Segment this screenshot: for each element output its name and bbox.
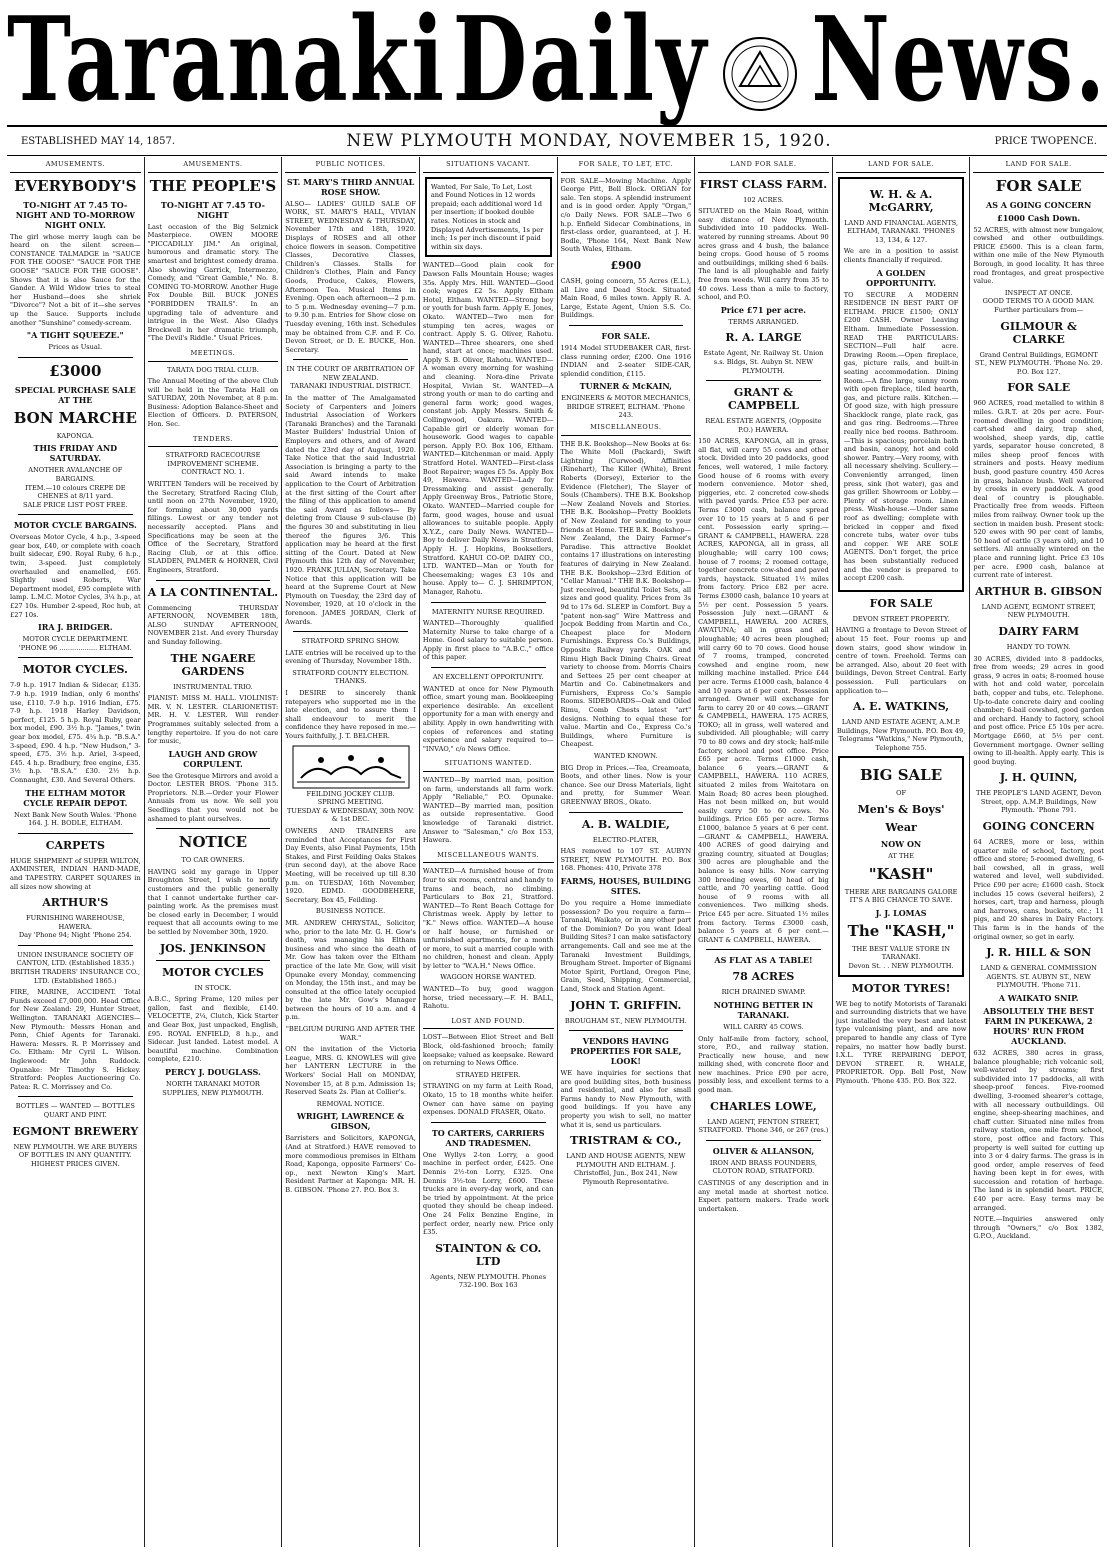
ad-text: FURNISHING WAREHOUSE, HAWERA. <box>26 914 125 931</box>
ad-body: 632 ACRES, 380 acres in grass, balance ploughable; rich volcanic soil, well-watered by streams; first subdivided into 17 paddocks, all with sheep-proof fences. Five-roomed dwelling, 3-roomed shearer's cottage, with all necessary outbuildings. Oil engine, sheep-shearing machines, and chaff cutter. Situated nine miles from railway station, one mile from school, store, post office and factory. This property is well suited for cutting up into 3 or 4 dairy farms. The grass is in good order, ample reserves of feed having been kept in for ewes, with succession and rotation of herbage. The land is in splendid heart. PRICE, £40 per acre. Easy terms may be arranged. <box>973 1048 1104 1212</box>
ad-subtitle: WRIGHT, LAWRENCE & GIBSON, <box>296 1111 405 1132</box>
ad-title: GILMOUR & CLARKE <box>1000 319 1077 346</box>
ad-subtitle: A WAIKATO SNIP. <box>998 992 1079 1003</box>
ad-text: HANDY TO TOWN. <box>1006 642 1071 651</box>
columns <box>7 157 1107 1547</box>
section-header: MISCELLANEOUS. <box>561 420 692 436</box>
section-header: TENDERS. <box>148 432 279 448</box>
ad-text: THANKS. <box>334 677 367 686</box>
ad-title: ARTHUR'S <box>42 896 109 910</box>
ad-text: OF <box>896 789 907 798</box>
ad-title: A. B. WALDIE, <box>581 817 670 831</box>
ad-title: W. H. & A. McGARRY, <box>868 187 934 214</box>
ad-text: 102 ACRES. <box>743 195 784 204</box>
ad-text: STRATFORD RACECOURSE IMPROVEMENT SCHEME. <box>165 451 261 468</box>
ad-body: 1914 Model STUDEBAKER CAR, first-class running order, £200. One 1916 INDIAN and 2-seater SIDE-CAR, splendid condition, £115. <box>560 343 692 378</box>
ad-body: 7-9 h.p. 1917 Indian & Sidecar, £135. 7-9 h.p. 1919 Indian, only 6 months' use, £110. 7-9 h.p. 1916 Indian, £75. 7-9 h.p. 1918 Harley Davidson, perfect, £125. 5 h.p. Royal Ruby, gear box model, £90. 3½ h.p. "James," twin gear box model, £75. 4¼ h.p. "B.S.A." 3-speed, £90. 4 h.p. "New Hudson," 3-speed, £75. 3½ h.p. Ariel, 3-speed, £45. 4 h.p. Bradbury, free engine, £35. 3½ h.p. "B.S.A." £30. 2½ h.p. Connaught, £30. And Several Others. <box>10 681 141 784</box>
ad-body: See the Grotesque Mirrors and avoid a Doctor. LESTER BROS. 'Phone 315. Proprietors. N.B.—Order your Flower Annuals from us now. We sell you Seedlings that you would not be ashamed to plant ourselves. <box>147 771 279 823</box>
ad-text: REAL ESTATE AGENTS, (Opposite P.O.) HAWERA. <box>705 417 822 434</box>
ad-body: Last occasion of the Big Selznick Masterpiece. OWEN MOORE "PICCADILLY JIM." An original, humorous and dramatic story. The smartest and brightest comedy drama. Also showing Garrick, Intermezzo, Comedy, and "Great Gamble," No. 8. COMING TO-MORROW. Another Huge Fox Double Bill. BUCK JONES "FORBIDDEN TRAILS". In an upgrading tale of adventure and intrigue in the West. Also Gladys Brockwell in her dramatic triumph, "The Devil's Riddle." Usual Prices. <box>147 222 279 343</box>
ad-text: IN STOCK. <box>194 983 232 992</box>
ad-text: INSPECT AT ONCE. <box>1004 288 1073 297</box>
ad-body: HAS removed to 107 ST. AUBYN STREET, NEW PLYMOUTH. P.O. Box 168. Phones: 410, Private 378 <box>560 847 692 873</box>
ad-text: LAND AND ESTATE AGENT, A.M.P. Buildings, New Plymouth. P.O. Box 49, Telegrams "Watkins," New Plymouth, Telephone 755. <box>836 718 966 752</box>
newspaper-page <box>7 0 1107 1547</box>
ad-title: 78 ACRES <box>732 970 795 984</box>
ad-text: Day 'Phone 94; Night 'Phone 254. <box>18 931 132 940</box>
ad-title: "KASH" <box>868 864 934 883</box>
ad-title: MOTOR TYRES! <box>851 981 951 995</box>
ad-title: FIRST CLASS FARM. <box>699 177 828 191</box>
divider <box>293 359 408 360</box>
ad-text: IRON AND BRASS FOUNDERS, CLOTON ROAD, STRATFORD. <box>709 1158 817 1176</box>
ad-body: In the matter of The Amalgamated Society of Carpenters and Joiners Industrial Association of Workers (Taranaki Branches) and the Taranaki Master Builders' Industrial Union of Employers and others, and of Award dated the 23rd day of August, 1920. Take Notice that the said Industrial Association is bringing a party to the said Award intends to make application to the Court of Arbitration at the first sitting of the Court after the filing of this application to amend the said Award as follows— By deleting from Clause 9 sub-clause (b) the figures 30 and substituting in lieu thereof the figures 3/6. This application may be heard at the first sitting of the Court. Dated at New Plymouth this 12th day of November, 1920. FRANK JULIAN, Secretary. Take Notice that this application will be heard at the Supreme Court at New Plymouth on Tuesday, the 23rd day of November, 1920, at 10 o'clock in the forenoon. JAMES JORDAN, Clerk of Awards. <box>285 394 416 626</box>
column-5 <box>558 157 696 1547</box>
masthead-word-news: News. <box>811 0 1107 129</box>
column-3 <box>282 157 420 1547</box>
column-header: LAND FOR SALE. <box>836 157 967 173</box>
ad-text: DEVON STREET PROPERTY. <box>852 614 950 623</box>
ad-text: TO CAR OWNERS. <box>181 856 245 865</box>
ad-subtitle: "A TIGHT SQUEEZE." <box>26 330 124 341</box>
ad-text: TUESDAY & WEDNESDAY, 30th NOV. & 1st DEC. <box>287 806 415 824</box>
ad-body: 64 ACRES, more or less, within quarter mile of school, factory, post office and store; 5-roomed dwelling, 6-bail cowshed, all in grass, well watered and level, well subdivided. Price £90 per acre; £1600 cash. Stock includes 15 cows (several heifers), 2 horses, cart, trap and harness, plough and harrows, cans, buckets, etc.; 11 pigs, and 20 shares in Dairy Factory. This farm is in the hands of the original owner, so get in early. <box>973 838 1104 941</box>
divider <box>18 1096 133 1097</box>
divider <box>156 580 271 581</box>
ad-text: REMOVAL NOTICE. <box>316 1099 385 1108</box>
dateline-bar <box>7 125 1107 156</box>
ad-title: Men's & Boys' <box>857 803 945 817</box>
ad-text: Next Bank New South Wales. 'Phone 164. J. H. BODLE, ELTHAM. <box>13 810 137 828</box>
section-header: MEETINGS. <box>148 346 279 362</box>
ad-text: STRATFORD COUNTY ELECTION. <box>292 668 409 677</box>
ad-title: The "KASH," <box>847 921 955 940</box>
ad-body: SITUATED on the Main Road, within easy distance of New Plymouth. Subdivided into 10 paddocks. Well-watered by running streams. About 90 acres grass and 4 bush, the balance being crops. Good house of 5 rooms and outbuildings, milking shed 6 bails. The land is all ploughable and fairly free from weeds. Will carry from 35 to 40 cows. Less than a mile to factory, school, and P.O. <box>698 207 829 302</box>
ad-subtitle: £1000 Cash Down. <box>997 212 1081 223</box>
ad-text: STRATFORD SPRING SHOW. <box>301 637 400 646</box>
ad-subtitle: TO CARTERS, CARRIERS AND TRADESMEN. <box>431 1127 545 1148</box>
ad-subtitle: THIS FRIDAY AND SATURDAY. <box>33 443 118 464</box>
ad-body: THE B.K. Bookshop—New Books at 6s: The White Moll (Packard), Swift Lightning (Curwood), Affinities (Rinehart), The Killer (White), Brent Roberts (Dorsey), Exterior to the Evidence (Fletcher), The Slayer of Souls (Chambers). THE B.K. Bookshop—New Zealand Novels and Stories. THE B.K. Bookshop—Pretty Booklets of New Zealand for sending to your friends at Home. THE B.K. Bookshop—New Zealand, the Dairy Farmer's Paradise. This attractive Booklet contains 17 illustrations on interesting features of dairying in New Zealand. THE B.K. Bookshop—23rd Edition of "Cellar Manual." THE B.K. Bookshop—Just received, beautiful Toilet Sets, all sizes and good quality. Prices from 3s 9d to 17s 6d. SLEEP in Comfort. Buy a "patent non-sag" Wire Mattress and Jocpok Bedding from Martin and Co., Cheapest place for Modern Furnishings. Express Co.'s Buildings, Opposite Railway yards. OAK and Rimu High Back Dining Chairs. Great variety to choose from. Morris Chairs and Settees 25 per cent cheaper at Martin and Co. Cabinetmakers and Furnishers, Express Co.'s Sample Rooms. SIDEBOARDS—Oak and Oiled Rimu, Comb Chests latest "art" designs. Nothing to equal these for value. Martin and Co., Express Co.'s Buildings, where Furniture is Cheapest. <box>560 439 692 749</box>
ad-body: FIRE, MARINE, ACCIDENT. Total Funds exceed £7,000,000. Head Office for New Zealand: 29, Hunter Street, Wellington. TARANAKI AGENCIES— New Plymouth: Messrs Honan and Penn, Chief Agents for Taranaki. Hawera: Messrs. R. P. Morrissey and Co. Eltham: Mr Cyril L. Wilson. Inglewood: Mr John Ruddock. Opunake: Mr Timothy S. Hickey. Stratford: Peoples Auctioneering Co. Patea: R. C. Morrissey and Co. <box>10 988 141 1091</box>
ad-body: Barristers and Solicitors, KAPONGA, (And at Stratford.) HAVE removed to more commodious premises in Eltham Road, Kaponga, opposite Farmers' Co-op., next Newton King's Mart. Resident Partner at Kaponga: MR. H. B. GIBSON. 'Phone 27. P.O. Box 3. <box>285 1134 416 1194</box>
ad-title: CARPETS <box>45 838 105 852</box>
ad-text: Estate Agent, Nr. Railway St. Union s.s. Bldgs, St. Aubyn St. NEW PLYMOUTH. <box>703 349 824 375</box>
masthead-crest-icon <box>715 29 805 119</box>
ad-body: CASH, going concern, 55 Acres (E.L.), all Live and Dead Stock. Situated Main Road, 6 miles town. Apply R. A. Large, Estate Agent, Union S.S. Co. Buildings. <box>560 276 692 320</box>
divider <box>18 514 133 515</box>
ad-text: Agents, NEW PLYMOUTH. Phones 732-190. Box 163 <box>430 1272 547 1290</box>
ad-subtitle: TURNER & McKAIN, <box>579 381 672 392</box>
divider <box>293 631 408 632</box>
column-header: AMUSEMENTS. <box>148 157 279 173</box>
ad-place: KAPONGA. <box>56 431 94 440</box>
ad-text: WANTED KNOWN. <box>593 752 658 761</box>
ad-subtitle: SPECIAL PURCHASE SALE AT THE <box>14 384 136 405</box>
ad-title: GRANT & CAMPBELL <box>727 386 799 413</box>
divider <box>706 949 821 950</box>
ad-text: NEW PLYMOUTH. WE ARE BUYERS OF BOTTLES IN ANY QUANTITY. HIGHEST PRICES GIVEN. <box>13 1142 138 1168</box>
ad-subtitle: AS FLAT AS A TABLE! <box>714 955 813 966</box>
ad-text: THE PEOPLE'S LAND AGENT, Devon Street, opp. A.M.P. Buildings, New Plymouth. 'Phone 791. <box>975 789 1102 815</box>
ad-body: WRITTEN Tenders will be received by the Secretary, Stratford Racing Club, until noon on 27th November, 1920, for forming about 30,000 yards fillings. Lowest or any tender not necessarily accepted. Plans and Specifications may be seen at the Office of the Secretary, Stratford Racing Club, or at this office. SLADDEN, PALMER & HORNER, Civil Engineers, Stratford. <box>147 480 279 574</box>
ad-title: CHARLES LOWE, <box>710 1099 817 1113</box>
ad-text: Devon St. . . NEW PLYMOUTH. <box>848 962 954 971</box>
ad-text: Further particulars from— <box>994 305 1084 314</box>
column-header: LAND FOR SALE. <box>973 157 1104 173</box>
rates-box: Wanted, For Sale, To Let, Lost and Found Notices in 12 words prepaid; each additional word 1d per insertion; if booked double rates. Notices in stock and Displayed Advertisements, 1s per inch; 1s per inch discount if paid within six days. <box>425 177 552 258</box>
ad-text: Grand Central Buildings, EGMONT ST., NEW PLYMOUTH. 'Phone No. 29. P.O. Box 127. <box>974 350 1103 376</box>
ad-body: LOST—Between Eliot Street and Bell Block, old-fashioned brooch; family keepsake; valued as keepsake. Reward on returning to News Office. <box>422 1033 554 1068</box>
ad-text: LAND AND FINANCIAL AGENTS, ELTHAM, TARANAKI. 'PHONES 13, 134, & 127. <box>844 218 959 244</box>
ad-title: A. E. WATKINS, <box>852 700 950 714</box>
ad-title: THE NGAERE GARDENS <box>170 651 256 678</box>
ad-body: BIG Drop in Prices.—Tea, Creamoata, Boots, and other lines. Now is your chance. See our Dress Materials, light and pretty, for Summer Wear. GREENWAY BROS., Okato. <box>560 763 692 806</box>
ad-body: 150 ACRES, KAPONGA, all in grass, all flat, will carry 55 cows and other stock. Divided into 20 paddocks, good fences, well watered, 1 mile factory. Good house of 6 rooms with every modern convenience. Motor shed, piggeries, etc. 2 concreted cow-sheds with paved yards. Price £53 per acre. Terms £3000 cash, balance spread over 10 to 15 years at 5 and 6 per cent. Possession early spring.—GRANT & CAMPBELL, HAWERA. 228 ACRES, KAPONGA, all in grass, all ploughable; will carry 100 cows; house of 7 rooms; 2 roomed cottage, together concrete cow-shed and paved yards, haystack. Situated 1½ miles from factory. Price £82 per acre. Terms £3000 cash, balance 10 years at 5½ per cent. Possession 5 years. Possession July next.—GRANT & CAMPBELL, HAWERA. 200 ACRES, AWATUNA; all in grass and all ploughable; 40 acres been ploughed; will carry 60 to 70 cows. Good house of 7 rooms, tramped, concreted cowshed and engine room, new milking machine installed. Price £44 per acre. Terms £1000 cash, balance 4 and 10 years at 6 per cent. Possession arranged. Owner will exchange for farm to carry 20 or 40 cows.—GRANT & CAMPBELL, HAWERA. 175 ACRES, TOKO; all in grass, well watered and subdivided. All ploughable; will carry 70 to 80 cows and dry stock; half-mile factory, school and post office. Price £65 per acre. Terms £1000 cash, balance 6 years.—GRANT & CAMPBELL, HAWERA. 110 ACRES, situated 2 miles from Waitotara on Main Road; 80 acres been ploughed. Has not been milked on, but would easily carry 50 to 60 cows. No buildings. Price £65 per acre. Terms £1000, balance 5 years at 6 per cent.—GRANT & CAMPBELL, HAWERA. 400 ACRES of good dairying and grazing country, situated at Douglas; 300 acres are ploughable and the balance is easy hills. Now carrying 300 breeding ewes, 60 head of big cattle, and 70 yearling cattle. Good house of 9 rooms with all conveniences. Two milking sheds. Price £45 per acre. Situated 1½ miles from factory. Terms £3000 cash, balance 5 years at 6 per cent.—GRANT & CAMPBELL, HAWERA. <box>698 437 829 944</box>
ad-text: MOTOR CYCLE DEPARTMENT. 'PHONE 96 .................. ELTHAM. <box>18 635 132 652</box>
ad-body: WANTED—To buy, good waggon horse, tried necessary.—F. H. BALL, Rahotu. <box>422 985 554 1011</box>
divider <box>569 812 684 813</box>
ad-text: CONTRACT NO. 1. <box>181 468 245 477</box>
column-header: FOR SALE, TO LET, ETC. <box>561 157 692 173</box>
divider <box>18 357 133 358</box>
ad-body: HAVING a frontage to Devon Street of about 15 feet. Four rooms up and down stairs, good show window in centre of town. Freehold. Terms can be arranged. Also, about 20 feet with buildings, Devon Street Central. Early possession. Full particulars on application to— <box>835 626 967 695</box>
ad-title: BIG SALE <box>859 766 943 785</box>
ad-text: SPRING MEETING. <box>317 798 384 807</box>
ad-subtitle: J. J. LOMAS <box>875 907 927 918</box>
ad-subtitle: IRA J. BRIDGER. <box>38 622 113 633</box>
ad-text: ANOTHER AVALANCHE OF BARGAINS. <box>28 466 123 483</box>
divider <box>431 1122 546 1123</box>
column-2 <box>145 157 283 1547</box>
ad-body: Commencing THURSDAY AFTERNOON, NOVEMBER 18th, ALSO SUNDAY AFTERNOON, NOVEMBER 21st. And every Thursday and Sunday following. <box>147 603 279 646</box>
ad-body: The Annual Meeting of the above Club will be held in the Tarata Hall on SATURDAY, 20th November, at 8 p.m. Business: Adoption Balance-Sheet and Election of Officers. D. PATERSON, Hon. Sec. <box>147 377 279 429</box>
ad-body: FOR SALE—Mowing Machine. Apply George Pitt, Bell Block. ORGAN for sale. Ten stops. A splendid instrument and is in good order. Apply "Organ," c/o Daily News. FOR SALE—Two 6 h.p. Enfield Sidecar Combinations, in first-class order, guaranteed, at J. H. Bodle, 'Phone 164, Next Bank New South Wales, Eltham. <box>560 176 692 254</box>
ad-title: J. R. HILL & SON <box>986 946 1092 960</box>
ad-text: STRAYED HEIFER. <box>455 1070 521 1079</box>
column-header: LAND FOR SALE. <box>698 157 829 173</box>
ad-body: A.B.C., Spring Frame, 120 miles per gallon, fast and flexible, £140. VELOCETTE, 2¼, Clutch, Kick Starter and Gear Box, just unpacked, English, £95. ROYAL ENFIELD, 8 h.p., and Sidecar. Just landed. Latest model. A beautiful machine. Combination complete, £210. <box>147 995 279 1064</box>
ad-title: R. A. LARGE <box>725 331 802 345</box>
ad-text: NORTH TARANAKI MOTOR SUPPLIES, NEW PLYMOUTH. <box>162 1079 264 1097</box>
ad-text: SALE PRICE LIST POST FREE. <box>22 500 128 509</box>
ad-title: ARTHUR B. GIBSON <box>975 584 1103 598</box>
divider <box>156 828 271 829</box>
ad-title: STAINTON & CO. LTD <box>435 1241 542 1268</box>
ad-text: RICH DRAINED SWAMP. <box>721 988 806 997</box>
ad-body: WE beg to notify Motorists of Taranaki and surrounding districts that we have just installed the very best and latest type vulcanising plant, and are now prepared to handle any class of Tyre repairs, no matter how badly burst. I.X.L. TYRE REPAIRING DEPOT, DEVON STREET. R. WHALE, PROPRIETOR. Opp. Bell Post, New Plymouth. 'Phone 435. P.O. Box 322. <box>835 999 967 1085</box>
ad-note: Prices as Usual. <box>48 343 103 352</box>
ad-body: OWNERS AND TRAINERS are reminded that Acceptances for First Day Events, also Final Payments, 15th Stakes, and First Feilding Oaks Stakes (run second day), at the above Race Meeting, will be received up till 8.30 p.m. on TUESDAY, 16th November, 1920. EDMD. GOODBEHERE, Secretary, Box 45, Feilding. <box>285 827 416 904</box>
ad-body: One Wyllys 2-ton Lorry, a good machine in perfect order, £425. One Dennis 2½-ton Lorry, £325. One Dennis 3½-ton Lorry, £600. These trucks are in every-day work, and can be tried by appointment. At the price quoted they should be cheap indeed. One 24 Felix Benzine Engine, in perfect order, nearly new. Price only £35. <box>422 1150 554 1237</box>
ad-subtitle: NOW ON <box>880 839 922 850</box>
ad-text: ELECTRO-PLATER, <box>592 835 659 844</box>
ad-body: Overseas Motor Cycle, 4 h.p., 3-speed gear box, £40, or complete with coach built sidecar, £90. Royal Ruby, 6 h.p., twin, 3-speed. Just completely overhauled and enamelled, £65. Slightly used Roberts, War Department model, £95 complete with lamp. L.M.C. Motor Cycles, 3¼ h.p., at £27 10s. Humber 2-speed, Roc hub, at £27 10s. <box>10 533 141 619</box>
column-8 <box>970 157 1107 1547</box>
section-header: MISCELLANEOUS WANTS. <box>423 848 554 864</box>
ad-body: We are in a position to assist clients financially if required. <box>843 247 959 264</box>
ad-text: INSTRUMENTAL TRIO. <box>173 682 253 691</box>
ad-subtitle: TO-NIGHT AT 7.45 TO-NIGHT <box>160 199 265 220</box>
ad-subtitle: LAUGH AND GROW CORPULENT. <box>168 748 258 769</box>
horse-race-illustration-icon <box>285 744 416 790</box>
divider <box>18 833 133 834</box>
ad-body: 960 ACRES, road metalled to within 8 miles. G.R.T. at 20s per acre. Four-roomed dwelling in good condition; cart-shed and dairy, trap shed, woolshed, sheep yards, dip, cattle yards, separator house concreted, 8 miles sheep proof fences with strainers and posts. Heavy medium bush, good pasture country. 450 Acres in grass, balance bush. Well watered by creeks in every paddock. A good deal of country is ploughable. Practically free from weeds. Fifteen miles from railway. Owner took up the section in maiden bush. Present stock: 520 ewes with 90 per cent of lambs, 50 head of cattle (3 years old), and 10 settlers. All annually wintered on the place and running light. Price £3 10s per acre. £900 cash, balance at current rate of interest. <box>973 399 1104 580</box>
ad-subtitle: A GOLDEN OPPORTUNITY. <box>866 267 936 288</box>
ad-text: BROUGHAM ST., NEW PLYMOUTH. <box>564 1016 687 1025</box>
ad-amount: £3000 <box>49 361 102 380</box>
ad-subtitle: NOTHING BETTER IN TARANAKI. <box>713 999 814 1020</box>
ad-title: THE PEOPLE'S <box>149 176 277 195</box>
ad-text: BOTTLES — WANTED — BOTTLES QUART AND PINT. <box>15 1102 135 1119</box>
column-header: PUBLIC NOTICES. <box>285 157 416 173</box>
established-text: ESTABLISHED MAY 14, 1857. <box>21 135 176 147</box>
ad-text: UNION INSURANCE SOCIETY OF CANTON, LTD. (Established 1835.) <box>16 950 135 968</box>
ad-text: AT THE <box>888 852 914 861</box>
ad-text: TERMS ARRANGED. <box>728 317 799 326</box>
ad-body: WANTED—A furnished house of from four to six rooms, central and handy to trams and beach, no climbing. Particulars to Box 21, Stratford. WANTED—To Rent Beach Cottage for Christmas week. Apply by letter to "K." News office. WANTED—A house or half house, or furnished or unfurnished apartments, for a month or more, to suit a married couple with no children, honest and clean. Apply by letter to "W.A.H." News Office. <box>422 867 554 970</box>
ad-subtitle: TO-NIGHT AT 7.45 TO-NIGHT AND TO-MORROW NIGHT ONLY. <box>15 199 135 230</box>
column-7 <box>833 157 971 1547</box>
ad-text: WAGGON HORSE WANTED. <box>440 973 537 982</box>
ad-text: LAND & GENERAL COMMISSION AGENTS. ST. AUBYN ST., NEW PLYMOUTH. 'Phone 711. <box>980 964 1097 990</box>
ad-subtitle: AS A GOING CONCERN <box>986 199 1092 210</box>
divider <box>706 380 821 381</box>
dateline-text: NEW PLYMOUTH MONDAY, NOVEMBER 15, 1920. <box>346 131 832 151</box>
section-header: SITUATIONS WANTED. <box>423 756 554 772</box>
ad-subtitle: ABSOLUTELY THE BEST FARM IN PUKEKAWA, 2 HOURS' RUN FROM AUCKLAND. <box>983 1005 1094 1046</box>
ad-body: LATE entries will be received up to the evening of Thursday, November 18th. <box>285 648 416 666</box>
ad-title: Wear <box>885 821 917 835</box>
ad-body: CASTINGS of any description and in any metal made at shortest notice. Expert pattern makers. Trade work undertaken. <box>698 1179 829 1213</box>
ad-subtitle: VENDORS HAVING PROPERTIES FOR SALE, LOOK! <box>570 1036 682 1067</box>
divider <box>431 602 546 603</box>
ad-body: MR. ANDREW CHRYSTAL, Solicitor, who, prior to the late Mr. G. H. Gow's death, was managing his Eltham business and who since the death of Mr. Gow has taken over the Eltham practice of the late Mr. Gow, will visit Opunake every Monday, commencing on Monday, the 15th inst., and may be consulted at the office lately occupied by the late Mr. Gow's Manager between the hours of 10 a.m. and 4 p.m. <box>285 918 416 1022</box>
ad-subtitle: PERCY J. DOUGLASS. <box>165 1066 261 1077</box>
ad-body: TO SECURE A MODERN RESIDENCE IN BEST PART OF ELTHAM. PRICE £1500; ONLY £200 CASH. Owner Leaving Eltham. Immediate Possession. READ THE PARTICULARS: SECTION—Full half acre. Drawing Room.—Open fireplace, gas, picture rails, and built-in seating accommodation. Dining Room.—A fine large, sunny room with open fireplace, tiled hearth, gas, and picture rails. Kitchen.—Of good size, with high pressure Shacklock range, plate rack, gas and gas ring. Bedrooms.—Three really nice bed rooms. Bathroom.—This is spacious; porcelain bath and basin, canopy, hot and cold shower. Pantry.—Very roomy, with all necessary shelving. Scullery.—Conveniently arranged, linen press, sink (hot water), gas and gas griller. Showroom or Lobby.—Plenty of storage room. Linen press. Wash-house.—Under same roof as dwelling; complete with bricked in copper and fixed concrete tubs, water over tubs and copper. WE ARE SOLE AGENTS. Don't forget, the price has been substantially reduced and the vendor is prepared to accept £200 cash. <box>843 290 959 583</box>
masthead-word-daily: Daily <box>452 0 709 129</box>
ad-body: WANTED—Thoroughly qualified Maternity Nurse to take charge of a Home. Good salary to suitable person. Apply in first place to "A.B.C.," office of this paper. <box>422 619 554 662</box>
divider <box>706 1140 821 1141</box>
ad-amount: £900 <box>610 258 642 272</box>
ad-title: JOHN T. GRIFFIN. <box>570 998 682 1012</box>
ad-text: TARATA DOG TRIAL CLUB. <box>166 365 259 374</box>
ad-title: FOR SALE <box>995 176 1082 195</box>
ad-body: ALSO— LADIES' GUILD SALE OF WORK, ST. MARY'S HALL, VIVIAN STREET, WEDNESDAY & THURSDAY, November 17th and 18th, 1920. Displays of ROSES and all other choice flowers in season. Competitive Classes, Decorative Classes, Children's Classes. Stalls for Children's Clothes, Plain and Fancy Goods, Produce, Cakes, Flowers, Afternoon Tea. Musical Items in Evening. Open each afternoon—2 p.m. to 5 p.m. Wednesday evening—7 p.m. to 9.30 p.m. Entries for Show close on Tuesday evening, 16th inst. Schedules may be obtained from C.F. and F. Co. Devon Street, or D. E. BUCKE, Hon. Secretary. <box>285 199 416 354</box>
ad-text: WILL CARRY 45 COWS. <box>723 1022 804 1031</box>
column-4 <box>420 157 558 1547</box>
ad-title: EVERYBODY'S <box>14 176 137 195</box>
ad-body: NOTE.—Inquiries answered only through "Owners," c/o Box 1382, G.P.O., Auckland. <box>973 1215 1104 1241</box>
ad-title: JOS. JENKINSON <box>159 941 266 955</box>
ad-subtitle: OLIVER & ALLANSON, <box>712 1145 815 1156</box>
ad-title: J. H. QUINN, <box>999 771 1078 785</box>
ad-text: GOOD TERMS TO A GOOD MAN. <box>982 297 1095 306</box>
ad-title: NOTICE <box>178 833 248 852</box>
ad-text: ENGINEERS & MOTOR MECHANICS, BRIDGE STREET, ELTHAM. 'Phone 243. <box>561 394 691 420</box>
ad-subtitle: FOR SALE. <box>601 330 651 341</box>
ad-body: Only half-mile from factory, school, store, P.O., and railway station. Practically new house, and new milking shed, with concrete floor and new machines. Price £90 per acre, possibly less, and excellent terms to a good man. <box>698 1034 829 1095</box>
ad-text: LAND AND HOUSE AGENTS, NEW PLYMOUTH AND ELTHAM. J. Christoffel, Jun., Box 241, New Plymouth Representative. <box>566 1152 686 1187</box>
ad-text: TARANAKI INDUSTRIAL DISTRICT. <box>290 382 411 391</box>
ad-subtitle: FARMS, HOUSES, BUILDING SITES. <box>560 875 691 896</box>
ad-body: WANTED—Good plain cook for Dawson Falls Mountain House; wages 35s. Apply Mrs. Hill. WANTED—Good cook; wages £2 5s. Apply Eltham Hotel, Eltham. WANTED—Strong boy or youth for bush farm. Apply E. Jones, Okato. WANTED—Two men for stumping ten acres, wages or contract. Apply S. G. Oliver, Rahotu. WANTED—Three shearers, one shed hand, start at once; machines used. Apply S. B. Oliver, Rahotu. WANTED—A woman every morning for washing and cleaning. Nora-dine Private Hospital, Vivian St. WANTED—A strong youth or man to do carting and general farm work; good wages, constant job. Apply Messrs. Smith & Collingwood, Oakura. WANTED—Capable girl or elderly woman for housework. Good wages to capable person. Apply P.O. Box 106, Eltham. WANTED—Kitchenman or maid. Apply Stratford Hotel. WANTED—First-class Boot Repairer; wages £5 5s. Apply Box 49, Hawera. WANTED—Lady for Dressmaking and assist generally. Apply Greenway Bros., Patriotic Store, Okato. WANTED—Married couple for farm, good wages, house and usual allowances to suitable people. Apply X.Y.Z., care Daily News. WANTED—Boy to deliver Daily News in Stratford. Apply H. J. Hopkins, Booksellers, Stratford. KAHUI CO-OP. DAIRY CO., LTD. WANTED—Man or Youth for Cheesemaking; wages £3 10s and house. Apply to— C. J. SHRIMPTON, Manager, Rahotu. <box>422 261 554 596</box>
ad-body: STRAYING on my farm at Leith Road, Okato, 15 to 18 months white heifer. Owner can have same on paying expenses. DONALD FRASER, Okato. <box>422 1082 554 1117</box>
ad-text: IN THE COURT OF ARBITRATION OF NEW ZEALAND. <box>286 365 415 382</box>
ad-title: BON MARCHE <box>13 408 137 427</box>
ad-body: 30 ACRES, divided into 8 paddocks, free from weeds; 29 acres in good grass, 9 acres in oats; 8-roomed house with hot and cold water, porcelain bath, copper and tubs, etc. Telephone. Up-to-date concrete dairy and cooling chamber; 6-bail cowshed, good garden and orchard. Handy to factory, school and post office. Price £5 10s per acre. Mortgage £660, at 5½ per cent. Government mortgage. Owner selling owing to ill-health. Apply early. This is good buying. <box>973 654 1104 766</box>
ad-body: WE have inquiries for sections that are good building sites, both business and residential, and also for small Farms handy to New Plymouth, with good buildings. If you have any property you wish to sell, no matter what it is, send us particulars. <box>560 1069 692 1129</box>
ad-title: DAIRY FARM <box>998 624 1080 638</box>
ad-title: A LA CONTINENTAL. <box>147 585 279 599</box>
divider <box>569 325 684 326</box>
column-header: SITUATIONS VACANT. <box>423 157 554 173</box>
ad-title: MOTOR CYCLES <box>162 965 264 979</box>
ad-body: WANTED—By married man, position on farm, understands all farm work. Apply "Reliable," P.O. Opunake. WANTED—By married man, position as outside representative. Good knowledge of Taranaki district. Answer to "Salesman," c/o Box 153, Hawera. <box>422 776 554 845</box>
divider <box>569 1030 684 1031</box>
ad-title: FOR SALE <box>869 596 933 610</box>
mcgarry-box <box>838 177 965 592</box>
ad-body: HAVING sold my garage in Upper Broughton Street, I wish to notify customers and the public generally that I cannot undertake further car-painting work. As the premises must be closed early in December, I would request that all accounts owing to me be settled by November 30th, 1920. <box>147 867 279 936</box>
price-text: PRICE TWOPENCE. <box>994 135 1097 147</box>
ad-title: FOR SALE <box>1007 381 1071 395</box>
column-1 <box>7 157 145 1547</box>
ad-subtitle: MOTOR CYCLE BARGAINS. <box>13 520 137 531</box>
ad-title: GOING CONCERN <box>982 820 1095 834</box>
masthead-word-taranaki: Taranaki <box>7 0 447 129</box>
column-6 <box>695 157 833 1547</box>
masthead <box>7 0 1107 129</box>
ad-subtitle: THE ELTHAM MOTOR CYCLE REPAIR DEPOT. <box>23 787 128 808</box>
divider <box>18 657 133 658</box>
ad-text: ITEM.—10 colours CREPE DE CHENES at 8/11 yard. <box>24 483 126 501</box>
ad-text: MATERNITY NURSE REQUIRED. <box>431 607 545 616</box>
ad-text: LAND AGENT, EGMONT STREET, NEW PLYMOUTH. <box>981 602 1096 620</box>
ad-text: LAND AGENT, FENTON STREET, STRATFORD. 'Phone 346, or 267 (res.) <box>698 1117 829 1135</box>
ad-title: TRISTRAM & CO., <box>570 1134 682 1148</box>
ad-body: I DESIRE to sincerely thank ratepayers who supported me in the late election, and to assure them I shall endeavour to merit the confidence they have reposed in me.—Yours faithfully, J. T. BELCHER. <box>285 689 416 741</box>
kash-box <box>838 756 965 976</box>
ad-text: THE BEST VALUE STORE IN TARANAKI. <box>852 944 950 962</box>
ad-body: WANTED at once for New Plymouth office, smart young man. Bookkeeping experience desirable. An excellent opportunity for a man with energy and ability. Apply in own handwriting with copies of references and stating experience and salary required to— "INVAO," c/o News Office. <box>422 684 554 753</box>
ad-title: EGMONT BREWERY <box>12 1124 139 1138</box>
ad-body: HUGE SHIPMENT of SUPER WILTON, AXMINSTER, INDIAN HAND-MADE, and TAPESTRY. CARPET SQUARES in all sizes now showing at <box>10 856 141 891</box>
ad-body: Do you require a Home immediate possession? Do you require a farm—Taranaki, Waikato, or in any other part of the Dominion? Do you want Ideal Building Sites? I can make satisfactory arrangements. Call and see me at the Taranaki Investment Buildings, Brougham Street. Importer of Bignami Motor Spirit, Portland, Oregon Pine, Grain, Seed, Shipping, Commercial, Land, Stock and Station Agent. <box>560 898 692 993</box>
ad-text: BRITISH TRADERS' INSURANCE CO., LTD. (Established 1865.) <box>10 968 141 985</box>
divider <box>156 960 271 961</box>
ad-body: ON the invitation of the Victoria League, MRS. G. KNOWLES will give her LANTERN LECTURE in the Workers' Social Hall on MONDAY, November 15, at 8 p.m. Admission 1s; Reserved Seats 2s. Plan at Collier's. <box>285 1045 416 1097</box>
divider <box>18 945 133 946</box>
ad-text: AN EXCELLENT OPPORTUNITY. <box>432 673 544 682</box>
ad-body: 52 ACRES, with almost new bungalow, cowshed and other outbuildings. PRICE £5600. This is a clean farm, within one mile of the New Plymouth Borough, in good locality. It has three road frontages, and great prospective value. <box>973 225 1104 286</box>
section-header: LOST AND FOUND. <box>423 1014 554 1030</box>
divider <box>431 667 546 668</box>
ad-body: The girl whose merry laugh can be heard on the silent screen— CONSTANCE TALMADGE in "SAUCE FOR THE GOOSE" "SAUCE FOR THE GOOSE" "SAUCE FOR THE GOOSE". Shows that it is also Sauce for the Gander. A Wild Widow tries to steal her Husband—does she shriek "Divorce"? Not a bit of it—she serves up the Sauce. Supports include another "Sunshine" comedy-scream. <box>10 232 141 327</box>
ad-text: IT'S A BIG CHANCE TO SAVE. <box>849 896 953 905</box>
ad-subtitle: ST. MARY'S THIRD ANNUAL ROSE SHOW. <box>286 176 415 197</box>
ad-title: MOTOR CYCLES. <box>22 663 128 677</box>
ad-body: PIANIST: MISS M. HALL. VIOLINIST: MR. V. N. LESTER. CLARIONETIST: MR. H. V. LESTER. Will render Programmes suitably selected from a lengthy repertoire. If you do not care for music, <box>147 694 279 746</box>
column-header: AMUSEMENTS. <box>10 157 141 173</box>
ad-text: FEILDING JOCKEY CLUB. <box>306 789 395 798</box>
ad-text: THERE ARE BARGAINS GALORE <box>844 887 958 896</box>
ad-text: BUSINESS NOTICE. <box>315 907 386 916</box>
ad-text: "BELGIUM DURING AND AFTER THE WAR." <box>285 1025 416 1042</box>
ad-subtitle: Price £71 per acre. <box>720 304 807 315</box>
